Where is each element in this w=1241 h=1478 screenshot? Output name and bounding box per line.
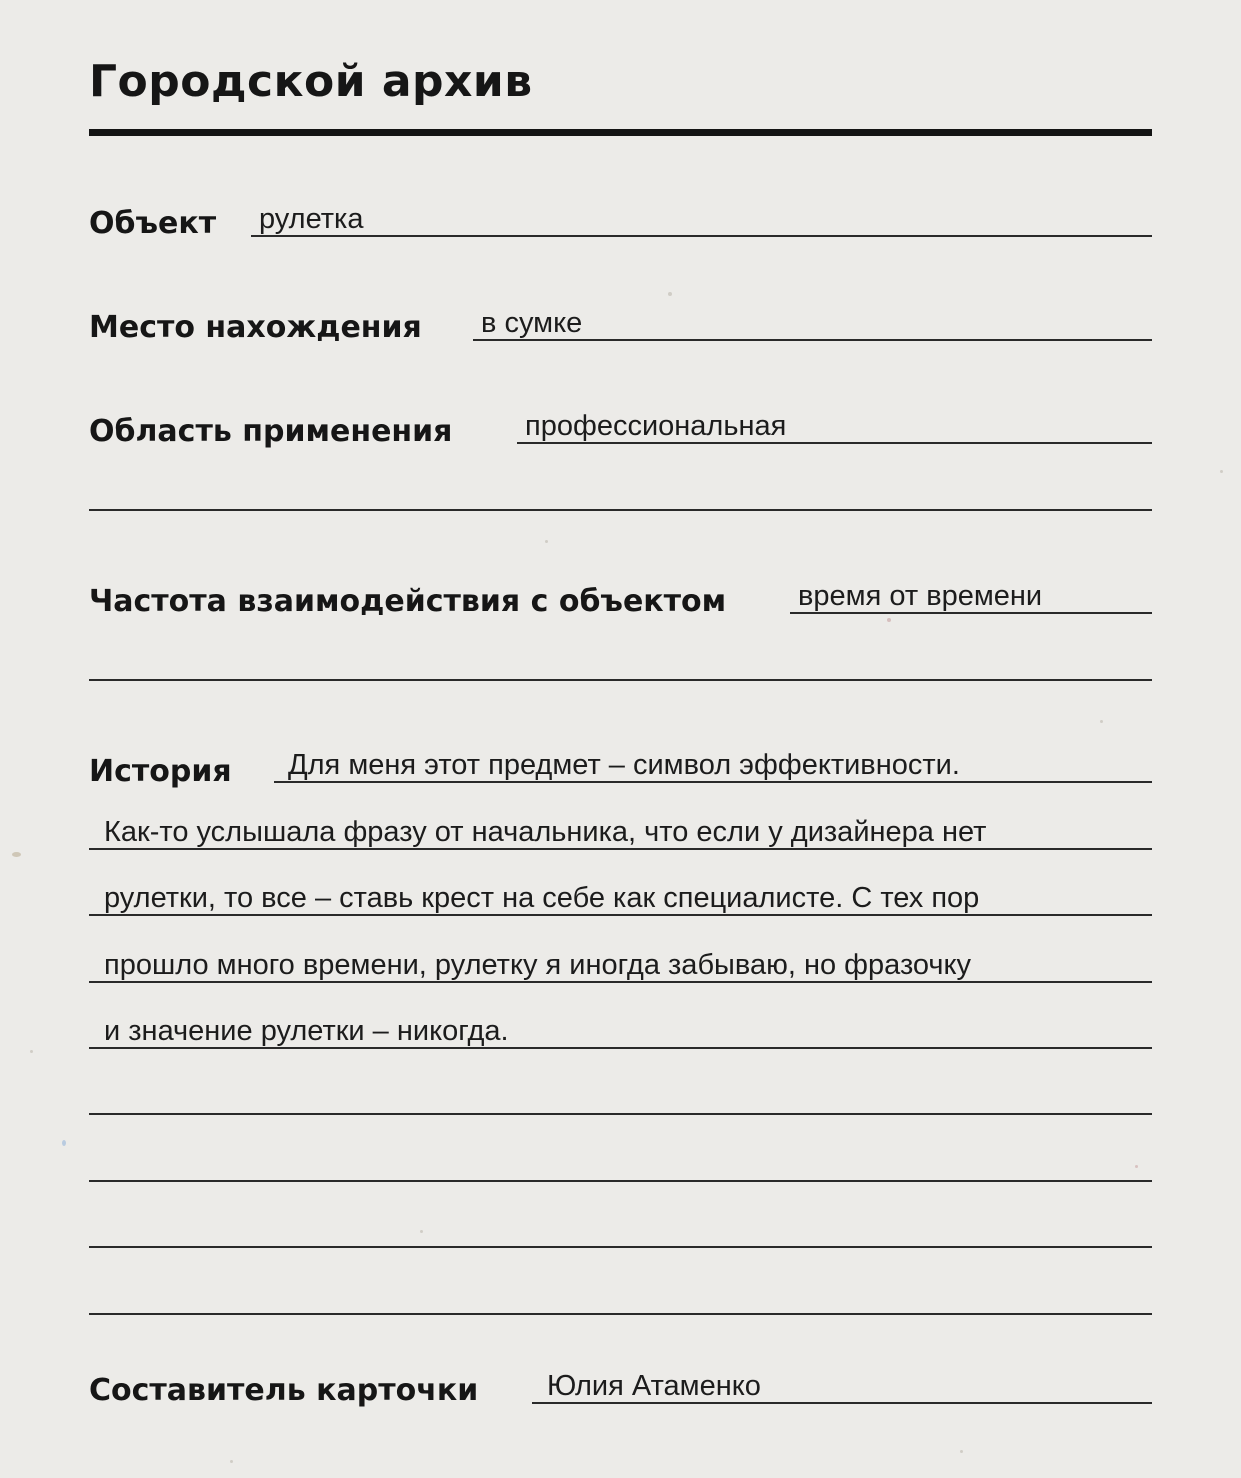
location-field-line <box>473 339 1152 341</box>
title-underline <box>89 129 1152 136</box>
author-field-line <box>532 1402 1152 1404</box>
paper-speck <box>1100 720 1103 723</box>
history-field-line <box>89 1047 1152 1049</box>
object-value: рулетка <box>259 203 364 235</box>
paper-speck <box>12 852 21 857</box>
history-field-line <box>89 981 1152 983</box>
history-line: рулетки, то все – ставь крест на себе как специалисте. С тех пор <box>104 882 980 914</box>
history-line: и значение рулетки – никогда. <box>104 1015 509 1047</box>
location-label: Место нахождения <box>89 310 422 345</box>
paper-speck <box>668 292 672 296</box>
history-field-line <box>89 914 1152 916</box>
paper-speck <box>230 1460 233 1463</box>
author-label: Составитель карточки <box>89 1373 479 1408</box>
blank-line <box>89 509 1152 511</box>
frequency-field-line <box>790 612 1152 614</box>
object-label: Объект <box>89 206 217 241</box>
history-line: Как-то услышала фразу от начальника, что если у дизайнера нет <box>104 816 987 848</box>
application-area-value: профессиональная <box>525 410 787 442</box>
history-field-line <box>274 781 1152 783</box>
blank-line <box>89 1246 1152 1248</box>
paper-speck <box>62 1140 66 1146</box>
paper-speck <box>1220 470 1223 473</box>
paper-speck <box>1135 1165 1138 1168</box>
object-field-line <box>251 235 1152 237</box>
application-area-field-line <box>517 442 1152 444</box>
history-label: История <box>89 754 232 789</box>
application-area-label: Область применения <box>89 414 453 449</box>
history-line: Для меня этот предмет – символ эффективности. <box>288 749 960 781</box>
history-line: прошло много времени, рулетку я иногда забываю, но фразочку <box>104 949 972 981</box>
paper-speck <box>960 1450 963 1453</box>
paper-speck <box>887 618 891 622</box>
paper-speck <box>420 1230 423 1233</box>
blank-line <box>89 1113 1152 1115</box>
blank-line <box>89 679 1152 681</box>
blank-line <box>89 1180 1152 1182</box>
blank-line <box>89 1313 1152 1315</box>
frequency-value: время от времени <box>798 580 1043 612</box>
paper-speck <box>30 1050 33 1053</box>
frequency-label: Частота взаимодействия с объектом <box>89 584 727 619</box>
history-field-line <box>89 848 1152 850</box>
location-value: в сумке <box>481 307 583 339</box>
page-title: Городской архив <box>89 56 533 107</box>
author-value: Юлия Атаменко <box>547 1370 761 1402</box>
paper-speck <box>545 540 548 543</box>
